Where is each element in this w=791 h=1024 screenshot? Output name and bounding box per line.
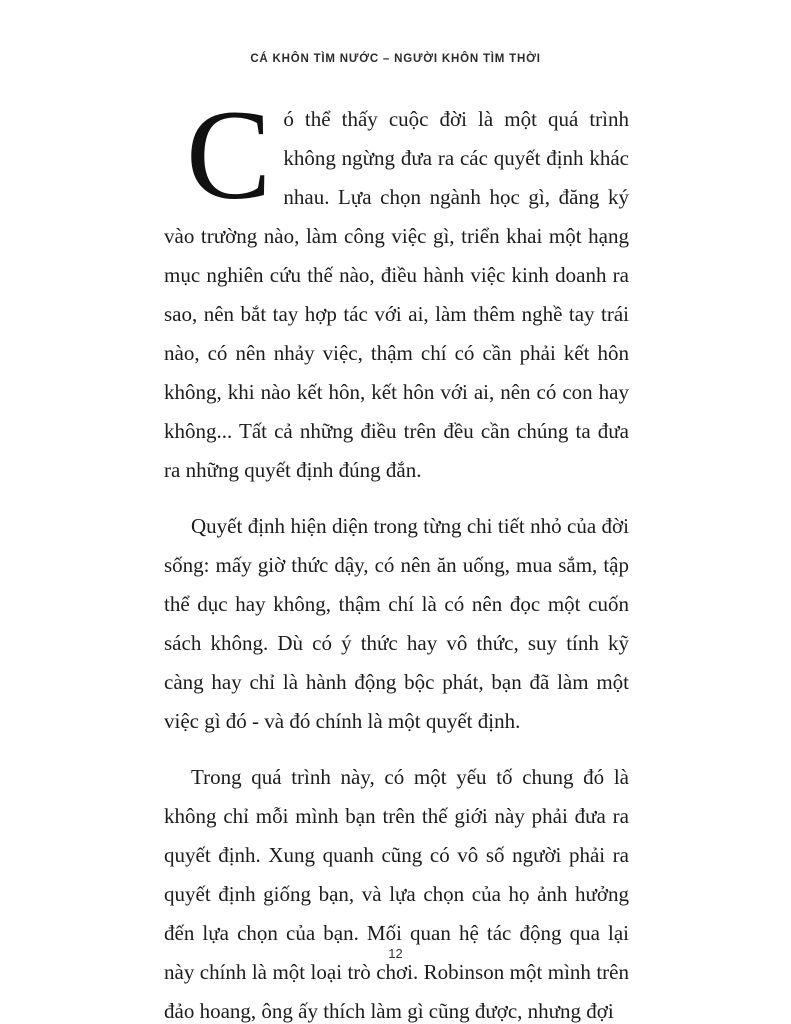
paragraph-1 [164,84,629,490]
body-text [164,84,629,1024]
paragraph-3: Trong quá trình này, có một yếu tố chung đó là không chỉ mỗi mình bạn trên thế giới này phải đưa ra quyết định. Xung quanh cũng có vô số người phải ra quyết định giống bạn, và lựa chọn của họ ảnh hưởng đến lựa chọn của bạn. Mối quan hệ tác động qua lại này chính là một loại trò chơi. Robinson một mình trên đảo hoang, ông ấy thích làm gì cũng được, nhưng đợi [164,765,629,1023]
paragraph-1-text: ó thể thấy cuộc đời là một quá trình không ngừng đưa ra các quyết định khác nhau. Lựa chọn ngành học gì, đăng ký vào trường nào, làm công việc gì, triển khai một hạng mục nghiên cứu thế nào, điều hành việc kinh doanh ra sao, nên bắt tay hợp tác với ai, làm thêm nghề tay trái nào, có nên nhảy việc, thậm chí có cần phải kết hôn không, khi nào kết hôn, kết hôn với ai, nên có con hay không... Tất cả những điều trên đều cần chúng ta đưa ra những quyết định đúng đắn. [164,107,629,482]
drop-cap: C [186,84,272,226]
page-number: 12 [388,946,403,961]
paragraph-2: Quyết định hiện diện trong từng chi tiết nhỏ của đời sống: mấy giờ thức dậy, có nên ăn uống, mua sắm, tập thể dục hay không, thậm chí là có nên đọc một cuốn sách không. Dù có ý thức hay vô thức, suy tính kỹ càng hay chỉ là hành động bộc phát, bạn đã làm một việc gì đó - và đó chính là một quyết định. [164,514,629,733]
running-header: CÁ KHÔN TÌM NƯỚC – NGƯỜI KHÔN TÌM THỜI [250,53,541,65]
